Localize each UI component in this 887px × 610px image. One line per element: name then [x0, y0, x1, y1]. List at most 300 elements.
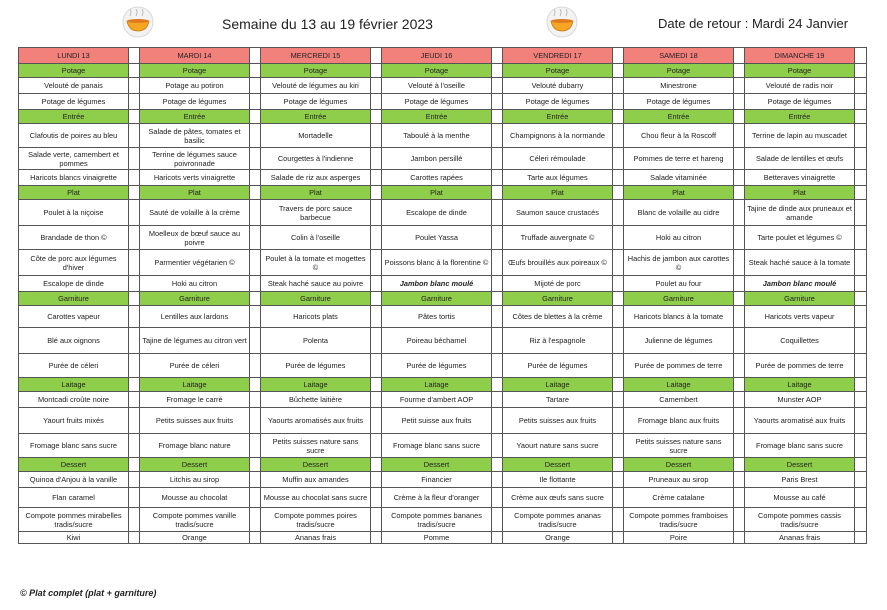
column-spacer	[129, 48, 140, 64]
section-label: Dessert	[745, 458, 855, 472]
dish-cell: Velouté de radis noir	[745, 78, 855, 94]
column-spacer	[371, 328, 382, 354]
section-label: Potage	[624, 64, 734, 78]
column-spacer	[492, 48, 503, 64]
column-spacer	[855, 292, 867, 306]
section-label: Dessert	[140, 458, 250, 472]
column-spacer	[371, 78, 382, 94]
dish-cell: Compote pommes vanille tradis/sucre	[140, 508, 250, 532]
dish-cell: Compote pommes framboises tradis/sucre	[624, 508, 734, 532]
column-spacer	[492, 226, 503, 250]
dish-cell: Ananas frais	[261, 532, 371, 544]
dish-cell: Sauté de volaille à la crème	[140, 200, 250, 226]
section-label: Garniture	[140, 292, 250, 306]
column-spacer	[492, 306, 503, 328]
dish-row	[19, 94, 867, 110]
column-spacer	[613, 306, 624, 328]
column-spacer	[250, 48, 261, 64]
dish-row	[19, 392, 867, 408]
day-header: MERCREDI 15	[261, 48, 371, 64]
section-label: Plat	[19, 186, 129, 200]
section-header-row	[19, 292, 867, 306]
column-spacer	[371, 488, 382, 508]
section-label: Potage	[140, 64, 250, 78]
dish-cell: Fromage le carré	[140, 392, 250, 408]
section-header-row	[19, 64, 867, 78]
column-spacer	[855, 48, 867, 64]
dish-cell: Haricots verts vinaigrette	[140, 170, 250, 186]
column-spacer	[734, 488, 745, 508]
dish-cell: Jambon persillé	[382, 148, 492, 170]
column-spacer	[613, 110, 624, 124]
column-spacer	[250, 328, 261, 354]
column-spacer	[734, 392, 745, 408]
dish-cell: Clafoutis de poires au bleu	[19, 124, 129, 148]
column-spacer	[250, 378, 261, 392]
dish-cell: Purée de céleri	[140, 354, 250, 378]
column-spacer	[613, 276, 624, 292]
section-label: Potage	[19, 64, 129, 78]
column-spacer	[855, 306, 867, 328]
column-spacer	[371, 532, 382, 544]
section-label: Plat	[745, 186, 855, 200]
section-label: Laitage	[503, 378, 613, 392]
dish-cell: Mortadelle	[261, 124, 371, 148]
dish-cell: Purée de légumes	[382, 354, 492, 378]
dish-row	[19, 276, 867, 292]
dish-row	[19, 170, 867, 186]
dish-row	[19, 78, 867, 94]
dish-cell: Courgettes à l'indienne	[261, 148, 371, 170]
dish-cell: Pâtes tortis	[382, 306, 492, 328]
column-spacer	[734, 306, 745, 328]
dish-cell: Mousse au chocolat sans sucre	[261, 488, 371, 508]
column-spacer	[371, 292, 382, 306]
column-spacer	[734, 276, 745, 292]
dish-cell: Taboulé à la menthe	[382, 124, 492, 148]
dish-cell: Terrine de lapin au muscadet	[745, 124, 855, 148]
dish-cell: Betteraves vinaigrette	[745, 170, 855, 186]
column-spacer	[250, 110, 261, 124]
column-spacer	[492, 186, 503, 200]
column-spacer	[250, 186, 261, 200]
column-spacer	[855, 148, 867, 170]
column-spacer	[371, 508, 382, 532]
column-spacer	[129, 186, 140, 200]
column-spacer	[250, 306, 261, 328]
column-spacer	[492, 250, 503, 276]
dish-cell: Crème à la fleur d'oranger	[382, 488, 492, 508]
column-spacer	[492, 328, 503, 354]
dish-cell: Crème catalane	[624, 488, 734, 508]
column-spacer	[250, 508, 261, 532]
column-spacer	[492, 148, 503, 170]
soup-bowl-icon	[122, 6, 154, 38]
column-spacer	[492, 532, 503, 544]
column-spacer	[734, 532, 745, 544]
dish-cell: Haricots blancs à la tomate	[624, 306, 734, 328]
column-spacer	[734, 472, 745, 488]
dish-cell: Polenta	[261, 328, 371, 354]
column-spacer	[371, 170, 382, 186]
dish-cell: Truffade auvergnate ©	[503, 226, 613, 250]
column-spacer	[613, 94, 624, 110]
dish-cell: Yaourt nature sans sucre	[503, 434, 613, 458]
column-spacer	[613, 408, 624, 434]
section-label: Entrée	[745, 110, 855, 124]
section-label: Laitage	[19, 378, 129, 392]
dish-cell: Carottes vapeur	[19, 306, 129, 328]
dish-cell: Côte de porc aux légumes d'hiver	[19, 250, 129, 276]
dish-cell: Poireau béchamel	[382, 328, 492, 354]
dish-cell: Mousse au café	[745, 488, 855, 508]
column-spacer	[371, 94, 382, 110]
dish-cell: Potage au potiron	[140, 78, 250, 94]
column-spacer	[371, 408, 382, 434]
column-spacer	[855, 532, 867, 544]
column-spacer	[250, 532, 261, 544]
column-spacer	[492, 110, 503, 124]
dish-cell: Petits suisses nature sans sucre	[261, 434, 371, 458]
dish-cell: Saumon sauce crustacés	[503, 200, 613, 226]
dish-cell: Hoki au citron	[624, 226, 734, 250]
column-spacer	[250, 408, 261, 434]
column-spacer	[129, 94, 140, 110]
section-label: Garniture	[503, 292, 613, 306]
column-spacer	[734, 94, 745, 110]
dish-cell: Fromage blanc sans sucre	[19, 434, 129, 458]
column-spacer	[250, 292, 261, 306]
column-spacer	[492, 78, 503, 94]
column-spacer	[129, 292, 140, 306]
day-header: SAMEDI 18	[624, 48, 734, 64]
column-spacer	[371, 250, 382, 276]
dish-cell: Compote pommes poires tradis/sucre	[261, 508, 371, 532]
dish-cell: Orange	[503, 532, 613, 544]
column-spacer	[371, 354, 382, 378]
dish-cell: Poulet Yassa	[382, 226, 492, 250]
dish-cell: Tarte poulet et légumes ©	[745, 226, 855, 250]
column-spacer	[613, 378, 624, 392]
dish-row	[19, 508, 867, 532]
column-spacer	[855, 124, 867, 148]
section-label: Laitage	[140, 378, 250, 392]
section-label: Dessert	[382, 458, 492, 472]
dish-cell: Orange	[140, 532, 250, 544]
dish-cell: Blanc de volaille au cidre	[624, 200, 734, 226]
dish-cell: Potage de légumes	[140, 94, 250, 110]
dish-cell: Terrine de légumes sauce poivronnade	[140, 148, 250, 170]
dish-cell: Yaourts aromatisés aux fruits	[261, 408, 371, 434]
column-spacer	[855, 200, 867, 226]
column-spacer	[492, 508, 503, 532]
dish-row	[19, 200, 867, 226]
dish-cell: Fromage blanc sans sucre	[382, 434, 492, 458]
column-spacer	[855, 94, 867, 110]
column-spacer	[855, 408, 867, 434]
column-spacer	[734, 48, 745, 64]
dish-cell: Petits suisses nature sans sucre	[624, 434, 734, 458]
column-spacer	[855, 186, 867, 200]
column-spacer	[734, 250, 745, 276]
column-spacer	[734, 354, 745, 378]
dish-cell: Potage de légumes	[382, 94, 492, 110]
dish-cell: Salade de lentilles et œufs	[745, 148, 855, 170]
column-spacer	[613, 148, 624, 170]
dish-cell: Tajine de dinde aux pruneaux et amande	[745, 200, 855, 226]
dish-cell: Purée de pommes de terre	[624, 354, 734, 378]
column-spacer	[734, 408, 745, 434]
dish-cell: Poulet à la niçoise	[19, 200, 129, 226]
dish-row	[19, 532, 867, 544]
column-spacer	[734, 64, 745, 78]
section-label: Dessert	[624, 458, 734, 472]
section-label: Entrée	[140, 110, 250, 124]
column-spacer	[129, 508, 140, 532]
dish-cell: Petits suisses aux fruits	[503, 408, 613, 434]
dish-cell: Salade verte, camembert et pommes	[19, 148, 129, 170]
column-spacer	[734, 124, 745, 148]
section-label: Plat	[382, 186, 492, 200]
column-spacer	[129, 276, 140, 292]
dish-cell: Petits suisses aux fruits	[140, 408, 250, 434]
dish-cell: Potage de légumes	[19, 94, 129, 110]
column-spacer	[855, 226, 867, 250]
column-spacer	[250, 78, 261, 94]
column-spacer	[613, 200, 624, 226]
dish-cell: Purée de pommes de terre	[745, 354, 855, 378]
column-spacer	[371, 472, 382, 488]
column-spacer	[129, 226, 140, 250]
section-label: Dessert	[261, 458, 371, 472]
dish-cell: Tajine de légumes au citron vert	[140, 328, 250, 354]
soup-bowl-icon	[546, 6, 578, 38]
column-spacer	[734, 186, 745, 200]
dish-cell: Financier	[382, 472, 492, 488]
column-spacer	[734, 378, 745, 392]
section-label: Entrée	[624, 110, 734, 124]
dish-cell: Velouté de panais	[19, 78, 129, 94]
column-spacer	[613, 170, 624, 186]
column-spacer	[250, 488, 261, 508]
column-spacer	[734, 170, 745, 186]
section-label: Plat	[140, 186, 250, 200]
dish-cell: Potage de légumes	[624, 94, 734, 110]
dish-cell: Kiwi	[19, 532, 129, 544]
dish-cell: Montcadi croûte noire	[19, 392, 129, 408]
column-spacer	[613, 458, 624, 472]
dish-cell: Purée de légumes	[261, 354, 371, 378]
column-spacer	[250, 472, 261, 488]
section-label: Dessert	[503, 458, 613, 472]
column-spacer	[129, 170, 140, 186]
dish-row	[19, 306, 867, 328]
dish-cell: Muffin aux amandes	[261, 472, 371, 488]
dish-cell: Haricots plats	[261, 306, 371, 328]
column-spacer	[613, 392, 624, 408]
column-spacer	[855, 64, 867, 78]
dish-cell: Steak haché sauce au poivre	[261, 276, 371, 292]
section-label: Entrée	[19, 110, 129, 124]
dish-cell: Minestrone	[624, 78, 734, 94]
column-spacer	[734, 148, 745, 170]
dish-cell: Œufs brouillés aux poireaux ©	[503, 250, 613, 276]
column-spacer	[613, 186, 624, 200]
column-spacer	[371, 200, 382, 226]
column-spacer	[492, 94, 503, 110]
dish-row	[19, 408, 867, 434]
column-spacer	[492, 170, 503, 186]
column-spacer	[129, 488, 140, 508]
dish-cell: Crème aux œufs sans sucre	[503, 488, 613, 508]
column-spacer	[371, 186, 382, 200]
dish-cell: Moelleux de bœuf sauce au poivre	[140, 226, 250, 250]
column-spacer	[129, 354, 140, 378]
dish-cell: Bûchette laitière	[261, 392, 371, 408]
column-spacer	[613, 354, 624, 378]
section-label: Laitage	[745, 378, 855, 392]
column-spacer	[734, 292, 745, 306]
dish-cell: Potage de légumes	[261, 94, 371, 110]
column-spacer	[734, 78, 745, 94]
column-spacer	[129, 250, 140, 276]
menu-header	[0, 0, 887, 46]
dish-cell: Parmentier végétarien ©	[140, 250, 250, 276]
dish-cell: Colin à l'oseille	[261, 226, 371, 250]
column-spacer	[250, 434, 261, 458]
column-spacer	[613, 64, 624, 78]
section-header-row	[19, 186, 867, 200]
dish-cell: Jambon blanc moulé	[745, 276, 855, 292]
column-spacer	[855, 488, 867, 508]
dish-cell: Petit suisse aux fruits	[382, 408, 492, 434]
dish-cell: Compote pommes cassis tradis/sucre	[745, 508, 855, 532]
column-spacer	[734, 226, 745, 250]
dish-cell: Poulet au four	[624, 276, 734, 292]
dish-cell: Poire	[624, 532, 734, 544]
section-label: Entrée	[261, 110, 371, 124]
dish-cell: Paris Brest	[745, 472, 855, 488]
column-spacer	[250, 250, 261, 276]
dish-cell: Escalope de dinde	[19, 276, 129, 292]
dish-cell: Salade de riz aux asperges	[261, 170, 371, 186]
column-spacer	[492, 124, 503, 148]
dish-cell: Steak haché sauce à la tomate	[745, 250, 855, 276]
column-spacer	[129, 306, 140, 328]
section-label: Potage	[503, 64, 613, 78]
dish-cell: Purée de céleri	[19, 354, 129, 378]
dish-cell: Camembert	[624, 392, 734, 408]
column-spacer	[855, 434, 867, 458]
section-label: Garniture	[745, 292, 855, 306]
dish-cell: Purée de légumes	[503, 354, 613, 378]
dish-cell: Poissons blanc à la florentine ©	[382, 250, 492, 276]
column-spacer	[371, 64, 382, 78]
column-spacer	[855, 110, 867, 124]
column-spacer	[855, 276, 867, 292]
section-label: Plat	[503, 186, 613, 200]
column-spacer	[250, 94, 261, 110]
section-label: Plat	[624, 186, 734, 200]
column-spacer	[734, 434, 745, 458]
column-spacer	[855, 170, 867, 186]
dish-cell: Pommes de terre et hareng	[624, 148, 734, 170]
dish-row	[19, 354, 867, 378]
dish-row	[19, 226, 867, 250]
dish-cell: Mousse au chocolat	[140, 488, 250, 508]
section-label: Garniture	[382, 292, 492, 306]
dish-cell: Yaourt fruits mixés	[19, 408, 129, 434]
section-label: Potage	[382, 64, 492, 78]
section-label: Potage	[261, 64, 371, 78]
day-header: LUNDI 13	[19, 48, 129, 64]
dish-cell: Haricots blancs vinaigrette	[19, 170, 129, 186]
dish-cell: Escalope de dinde	[382, 200, 492, 226]
dish-row	[19, 488, 867, 508]
column-spacer	[855, 458, 867, 472]
column-spacer	[129, 378, 140, 392]
column-spacer	[855, 472, 867, 488]
return-date: Date de retour : Mardi 24 Janvier	[658, 16, 849, 31]
section-label: Laitage	[624, 378, 734, 392]
dish-cell: Salade de pâtes, tomates et basilic	[140, 124, 250, 148]
dish-row	[19, 148, 867, 170]
dish-cell: Potage de légumes	[745, 94, 855, 110]
column-spacer	[492, 434, 503, 458]
dish-cell: Haricots verts vapeur	[745, 306, 855, 328]
dish-cell: Julienne de légumes	[624, 328, 734, 354]
column-spacer	[492, 276, 503, 292]
column-spacer	[371, 306, 382, 328]
column-spacer	[129, 200, 140, 226]
column-spacer	[129, 532, 140, 544]
section-label: Entrée	[382, 110, 492, 124]
dish-cell: Chou fleur à la Roscoff	[624, 124, 734, 148]
column-spacer	[855, 328, 867, 354]
column-spacer	[734, 110, 745, 124]
dish-row	[19, 124, 867, 148]
dish-cell: Ile flottante	[503, 472, 613, 488]
dish-cell: Ananas frais	[745, 532, 855, 544]
column-spacer	[734, 328, 745, 354]
column-spacer	[129, 64, 140, 78]
column-spacer	[492, 392, 503, 408]
section-header-row	[19, 378, 867, 392]
column-spacer	[613, 488, 624, 508]
column-spacer	[492, 458, 503, 472]
column-spacer	[129, 472, 140, 488]
dish-cell: Coquillettes	[745, 328, 855, 354]
section-label: Laitage	[382, 378, 492, 392]
column-spacer	[855, 250, 867, 276]
column-spacer	[613, 472, 624, 488]
column-spacer	[613, 124, 624, 148]
column-spacer	[613, 78, 624, 94]
footnote: © Plat complet (plat + garniture)	[20, 588, 157, 598]
column-spacer	[129, 408, 140, 434]
dish-cell: Flan caramel	[19, 488, 129, 508]
section-header-row	[19, 458, 867, 472]
column-spacer	[613, 292, 624, 306]
column-spacer	[734, 508, 745, 532]
column-spacer	[250, 226, 261, 250]
column-spacer	[492, 292, 503, 306]
column-spacer	[371, 392, 382, 408]
column-spacer	[855, 78, 867, 94]
dish-cell: Côtes de blettes à la crème	[503, 306, 613, 328]
dish-cell: Mijoté de porc	[503, 276, 613, 292]
dish-cell: Lentilles aux lardons	[140, 306, 250, 328]
